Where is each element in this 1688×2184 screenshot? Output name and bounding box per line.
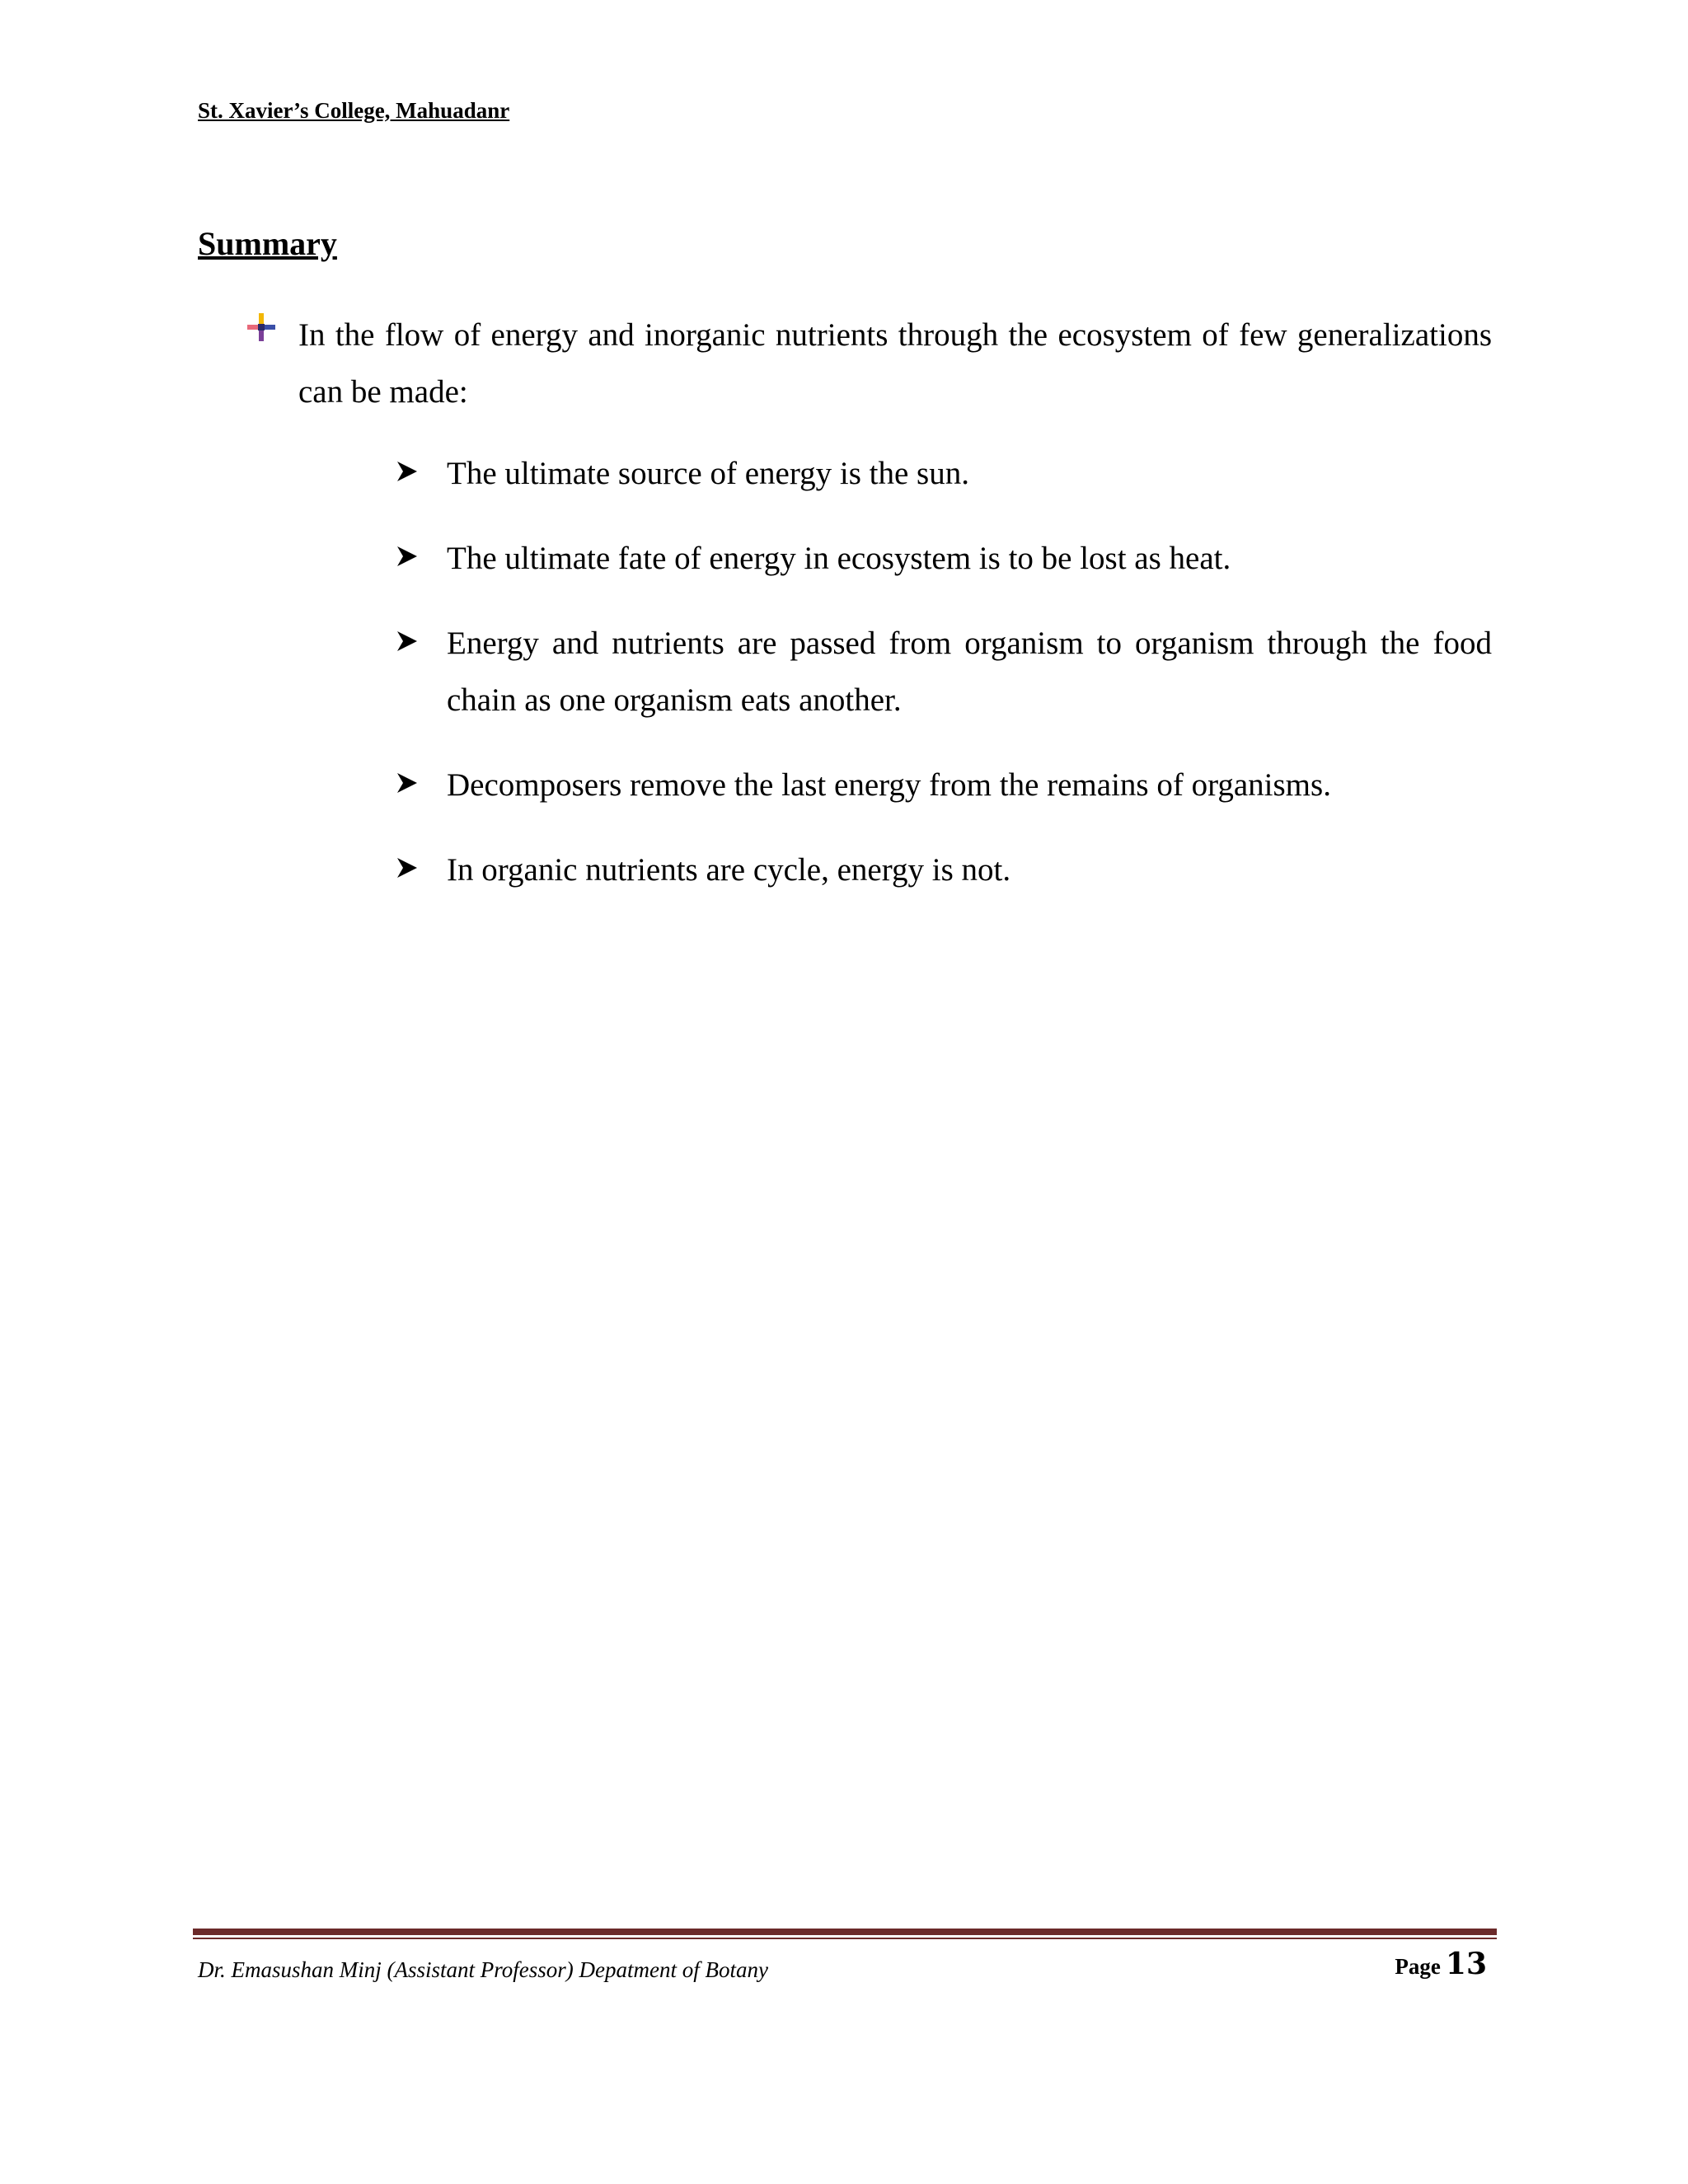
page-number-value: 13 xyxy=(1445,1947,1487,1981)
arrow-bullet-icon xyxy=(396,460,419,483)
plus-bullet-icon xyxy=(247,313,275,341)
list-item-text: Decomposers remove the last energy from the remains of organisms. xyxy=(447,767,1331,803)
list-item-text: In organic nutrients are cycle, energy is not. xyxy=(447,852,1011,888)
footer-author: Dr. Emasushan Minj (Assistant Professor) Depatment of Botany xyxy=(198,1957,768,1982)
list-item xyxy=(396,757,1492,813)
footer-divider-thin xyxy=(193,1938,1497,1939)
list-item-text: Energy and nutrients are passed from organism to organism through the food chain as one organism eats another. xyxy=(447,626,1492,718)
arrow-bullet-icon xyxy=(396,771,419,794)
footer-divider xyxy=(193,1929,1497,1935)
page-number xyxy=(1395,1947,1487,1982)
summary-points-list xyxy=(396,445,1492,926)
list-item-text: The ultimate source of energy is the sun. xyxy=(447,456,969,491)
page-label: Page xyxy=(1395,1954,1441,1979)
lead-bullet xyxy=(247,307,1492,420)
list-item xyxy=(396,445,1492,502)
lead-text: In the flow of energy and inorganic nutrients through the ecosystem of few generalizations can be made: xyxy=(298,317,1492,410)
list-item xyxy=(396,530,1492,587)
arrow-bullet-icon xyxy=(396,856,419,879)
arrow-bullet-icon xyxy=(396,545,419,568)
list-item xyxy=(396,841,1492,898)
list-item xyxy=(396,615,1492,729)
header-college-name: St. Xavier’s College, Mahuadanr xyxy=(198,98,510,123)
list-item-text: The ultimate fate of energy in ecosystem is to be lost as heat. xyxy=(447,541,1231,576)
arrow-bullet-icon xyxy=(396,630,419,653)
section-heading: Summary xyxy=(198,225,337,262)
